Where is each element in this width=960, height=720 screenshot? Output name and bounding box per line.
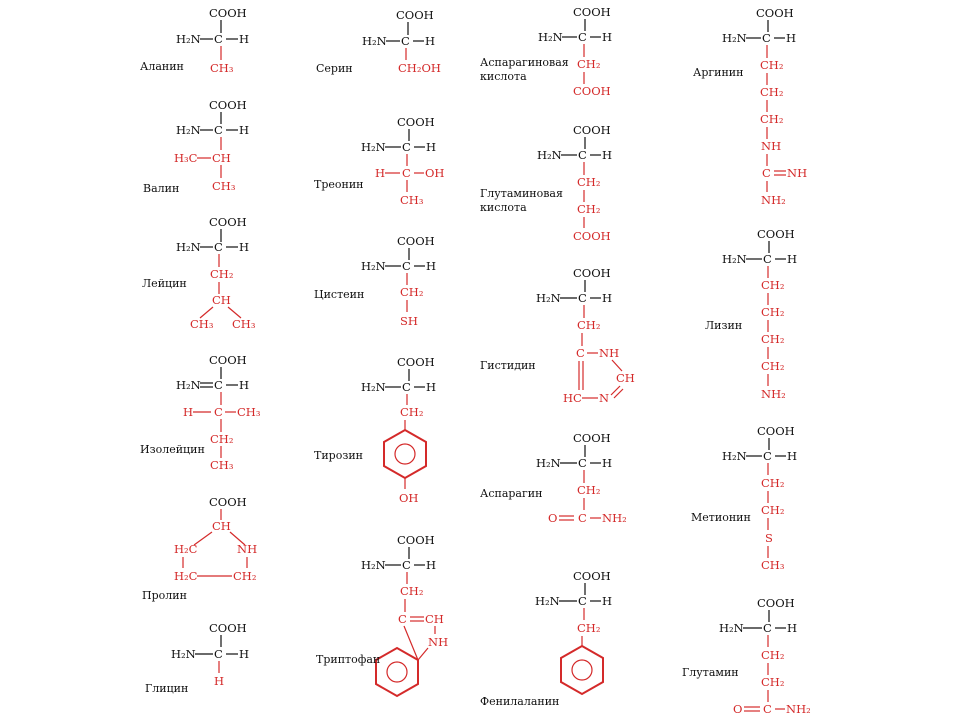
side-chain-label: CH₂: [761, 675, 785, 689]
structure-glycine: [145, 621, 249, 695]
alpha-carbon-label: C: [578, 291, 587, 305]
alpha-carbon-label: C: [402, 380, 411, 394]
side-chain-label: CH: [212, 519, 231, 533]
side-chain-label: SH: [400, 314, 418, 328]
side-chain-label: C: [763, 702, 772, 716]
h-label: H: [787, 252, 798, 266]
amino-acid-name: Серин: [316, 62, 353, 75]
h-label: H: [426, 140, 437, 154]
nh2-label: H₂N: [361, 140, 386, 154]
benzene-ring: [384, 430, 426, 478]
side-chain-label: CH₂: [400, 285, 424, 299]
nh2-label: H₂N: [176, 123, 201, 137]
side-chain-label: CH₂: [760, 112, 784, 126]
aromatic-circle: [387, 662, 407, 682]
h-label: H: [239, 378, 250, 392]
amino-acid-name: Тирозин: [314, 449, 363, 462]
side-chain-label: CH₂: [761, 278, 785, 292]
side-chain-label: C: [402, 166, 411, 180]
cooh-label: COOH: [757, 596, 795, 610]
h-label: H: [786, 31, 797, 45]
alpha-carbon-label: C: [402, 259, 411, 273]
h-label: H: [426, 380, 437, 394]
structure-isoleucine: [140, 353, 261, 472]
h-label: H: [239, 32, 250, 46]
alpha-carbon-label: C: [402, 558, 411, 572]
amino-acid-name-line: Аспарагиновая: [480, 56, 569, 69]
amino-acid-name: Треонин: [314, 178, 364, 191]
structure-phenylalanine: [480, 569, 612, 708]
h-label: H: [426, 259, 437, 273]
amino-acid-name: Аргинин: [693, 66, 744, 79]
nh2-label: H₂N: [722, 31, 747, 45]
nh2-label: H₂N: [361, 558, 386, 572]
side-chain-label: NH: [787, 166, 808, 180]
structure-asparagine: [480, 431, 627, 525]
nh2-label: H₂N: [719, 621, 744, 635]
nh2-label: H₂N: [361, 380, 386, 394]
cooh-label: COOH: [573, 569, 611, 583]
nh2-label: H₂N: [722, 449, 747, 463]
side-chain-label: CH₂: [761, 476, 785, 490]
aromatic-circle: [395, 444, 415, 464]
structure-arginine: [693, 6, 807, 207]
h-label: H: [602, 291, 613, 305]
cooh-label: COOH: [757, 424, 795, 438]
side-chain-label: OH: [425, 166, 445, 180]
alpha-carbon-label: C: [214, 378, 223, 392]
cooh-label: COOH: [396, 8, 434, 22]
cooh-label: COOH: [756, 6, 794, 20]
side-chain-label: CH₂: [761, 648, 785, 662]
cooh-label: COOH: [209, 353, 247, 367]
alpha-carbon-label: C: [401, 34, 410, 48]
side-chain-label: S: [765, 531, 773, 545]
side-chain-label: CH₂: [760, 58, 784, 72]
side-chain-label: CH₂: [577, 202, 601, 216]
side-chain-label: CH₃: [237, 405, 261, 419]
alpha-carbon-label: C: [762, 31, 771, 45]
side-chain-label: H₂C: [174, 569, 198, 583]
aromatic-circle: [572, 660, 592, 680]
side-chain-label: CH₂: [761, 503, 785, 517]
amino-acid-name: Фенилаланин: [480, 695, 560, 708]
side-chain-label: NH: [237, 542, 258, 556]
cooh-label: COOH: [397, 115, 435, 129]
structure-glutamine: [682, 596, 811, 716]
nh2-label: H₂N: [176, 240, 201, 254]
nh2-label: H₂N: [362, 34, 387, 48]
side-chain-label: NH: [761, 139, 782, 153]
amino-acid-name: Лейцин: [142, 277, 187, 290]
benzene-ring: [376, 648, 418, 696]
side-chain-label: CH₃: [212, 179, 236, 193]
structure-tyrosine: [314, 355, 436, 505]
structure-valine: [143, 98, 249, 195]
structure-threonine: [314, 115, 444, 207]
side-chain-label: C: [214, 405, 223, 419]
side-chain-label: CH₂: [760, 85, 784, 99]
cooh-label: COOH: [209, 621, 247, 635]
side-chain-label: HC: [563, 391, 582, 405]
side-chain-label: NH: [428, 635, 449, 649]
side-chain-label: CH₂: [577, 621, 601, 635]
structure-aspartic-acid: [480, 5, 612, 98]
side-chain-label: CH₂: [761, 332, 785, 346]
cooh-label: COOH: [397, 355, 435, 369]
side-chain-label: CH₂OH: [398, 61, 441, 75]
nh2-label: H₂N: [538, 30, 563, 44]
h-label: H: [602, 30, 613, 44]
side-chain-label: CH₂: [577, 57, 601, 71]
structure-glutamic-acid: [480, 123, 612, 243]
amino-acid-name-line: кислота: [480, 70, 527, 83]
side-chain-label: CH₂: [400, 405, 424, 419]
h-label: H: [239, 123, 250, 137]
side-chain-label: CH₂: [761, 359, 785, 373]
cooh-label: COOH: [573, 123, 611, 137]
cooh-label: COOH: [397, 234, 435, 248]
nh2-label: H₂N: [171, 647, 196, 661]
cooh-label: COOH: [209, 495, 247, 509]
cooh-label: COOH: [573, 266, 611, 280]
side-chain-label: NH: [599, 346, 620, 360]
h-label: H: [602, 594, 613, 608]
side-chain-label: CH₂: [233, 569, 257, 583]
h-label: H: [602, 148, 613, 162]
amino-acid-name: Глутамин: [682, 666, 739, 679]
cooh-label: COOH: [397, 533, 435, 547]
alpha-carbon-label: C: [763, 621, 772, 635]
side-chain-label: C: [576, 346, 585, 360]
h-label: H: [239, 647, 250, 661]
side-chain-label: CH₃: [761, 558, 785, 572]
side-chain-label: C: [762, 166, 771, 180]
nh2-label: H₂N: [535, 594, 560, 608]
side-chain-label: O: [733, 702, 743, 716]
side-chain-label: C: [398, 612, 407, 626]
amino-acid-name-line: Глутаминовая: [480, 187, 563, 200]
side-chain-label: CH: [212, 151, 231, 165]
alpha-carbon-label: C: [578, 594, 587, 608]
cooh-label: COOH: [757, 227, 795, 241]
alpha-carbon-label: C: [214, 123, 223, 137]
cooh-label: COOH: [209, 6, 247, 20]
side-chain-label: COOH: [573, 229, 611, 243]
cooh-label: COOH: [209, 215, 247, 229]
h-label: H: [426, 558, 437, 572]
alpha-carbon-label: C: [578, 30, 587, 44]
structure-proline: [142, 495, 257, 602]
alpha-carbon-label: C: [578, 148, 587, 162]
amino-acid-name-line: кислота: [480, 201, 527, 214]
amino-acid-name: Пролин: [142, 589, 187, 602]
alpha-carbon-label: C: [214, 647, 223, 661]
structure-serine: [316, 8, 441, 75]
benzene-ring: [561, 646, 603, 694]
amino-acid-name: Изолейцин: [140, 443, 205, 456]
structure-methionine: [691, 424, 797, 572]
h-label: H: [787, 449, 798, 463]
side-chain-label: H₃C: [174, 151, 198, 165]
amino-acid-name: Метионин: [691, 511, 751, 524]
side-chain-label: CH: [616, 371, 635, 385]
side-chain-label: OH: [399, 491, 419, 505]
amino-acid-name: Глицин: [145, 682, 189, 695]
amino-acid-name: Аспарагин: [480, 487, 543, 500]
side-chain-label: NH₂: [786, 702, 811, 716]
side-chain-label: N: [599, 391, 610, 405]
side-chain-label: CH₂: [577, 483, 601, 497]
side-chain-label: NH₂: [602, 511, 627, 525]
side-chain-label: CH₂: [400, 584, 424, 598]
structure-cysteine: [314, 234, 436, 328]
amino-acid-name: Валин: [143, 182, 180, 195]
h-label: H: [787, 621, 798, 635]
cooh-label: COOH: [573, 431, 611, 445]
amino-acid-name: Триптофан: [316, 653, 381, 666]
nh2-label: H₂N: [176, 378, 201, 392]
side-chain-label: CH₃: [400, 193, 424, 207]
side-chain-label: CH₃: [210, 458, 234, 472]
alpha-carbon-label: C: [763, 449, 772, 463]
side-chain-label: H: [183, 405, 194, 419]
alpha-carbon-label: C: [214, 32, 223, 46]
side-chain-label: CH₃: [190, 317, 214, 331]
amino-acid-name: Гистидин: [480, 359, 536, 372]
side-chain-label: O: [548, 511, 558, 525]
h-label: H: [602, 456, 613, 470]
h-label: H: [239, 240, 250, 254]
cooh-label: COOH: [573, 5, 611, 19]
side-chain-label: CH₂: [210, 267, 234, 281]
side-chain-label: H₂C: [174, 542, 198, 556]
nh2-label: H₂N: [722, 252, 747, 266]
cooh-label: COOH: [209, 98, 247, 112]
side-chain-label: CH₃: [232, 317, 256, 331]
side-chain-label: NH₂: [761, 193, 786, 207]
side-chain-label: CH₂: [210, 432, 234, 446]
side-chain-label: NH₂: [761, 387, 786, 401]
amino-acid-name: Лизин: [705, 319, 743, 332]
h-label: H: [425, 34, 436, 48]
structure-lysine: [705, 227, 797, 401]
side-chain-label: CH: [425, 612, 444, 626]
side-chain-label: CH₂: [761, 305, 785, 319]
side-chain-label: CH₂: [577, 175, 601, 189]
side-chain-label: CH₂: [577, 318, 601, 332]
alpha-carbon-label: C: [578, 456, 587, 470]
alpha-carbon-label: C: [214, 240, 223, 254]
nh2-label: H₂N: [361, 259, 386, 273]
structure-histidine: [480, 266, 635, 405]
side-chain-label: C: [578, 511, 587, 525]
nh2-label: H₂N: [176, 32, 201, 46]
nh2-label: H₂N: [537, 148, 562, 162]
structure-alanine: [140, 6, 249, 75]
amino-acid-name: Аланин: [140, 60, 184, 73]
side-chain-label: CH₃: [210, 61, 234, 75]
side-chain-label: H: [214, 674, 225, 688]
side-chain-label: CH: [212, 293, 231, 307]
alpha-carbon-label: C: [763, 252, 772, 266]
structure-leucine: [142, 215, 256, 331]
structure-tryptophan: [316, 533, 448, 696]
side-chain-label: COOH: [573, 84, 611, 98]
nh2-label: H₂N: [536, 456, 561, 470]
amino-acid-name: Цистеин: [314, 288, 365, 301]
side-chain-label: H: [375, 166, 386, 180]
alpha-carbon-label: C: [402, 140, 411, 154]
nh2-label: H₂N: [536, 291, 561, 305]
